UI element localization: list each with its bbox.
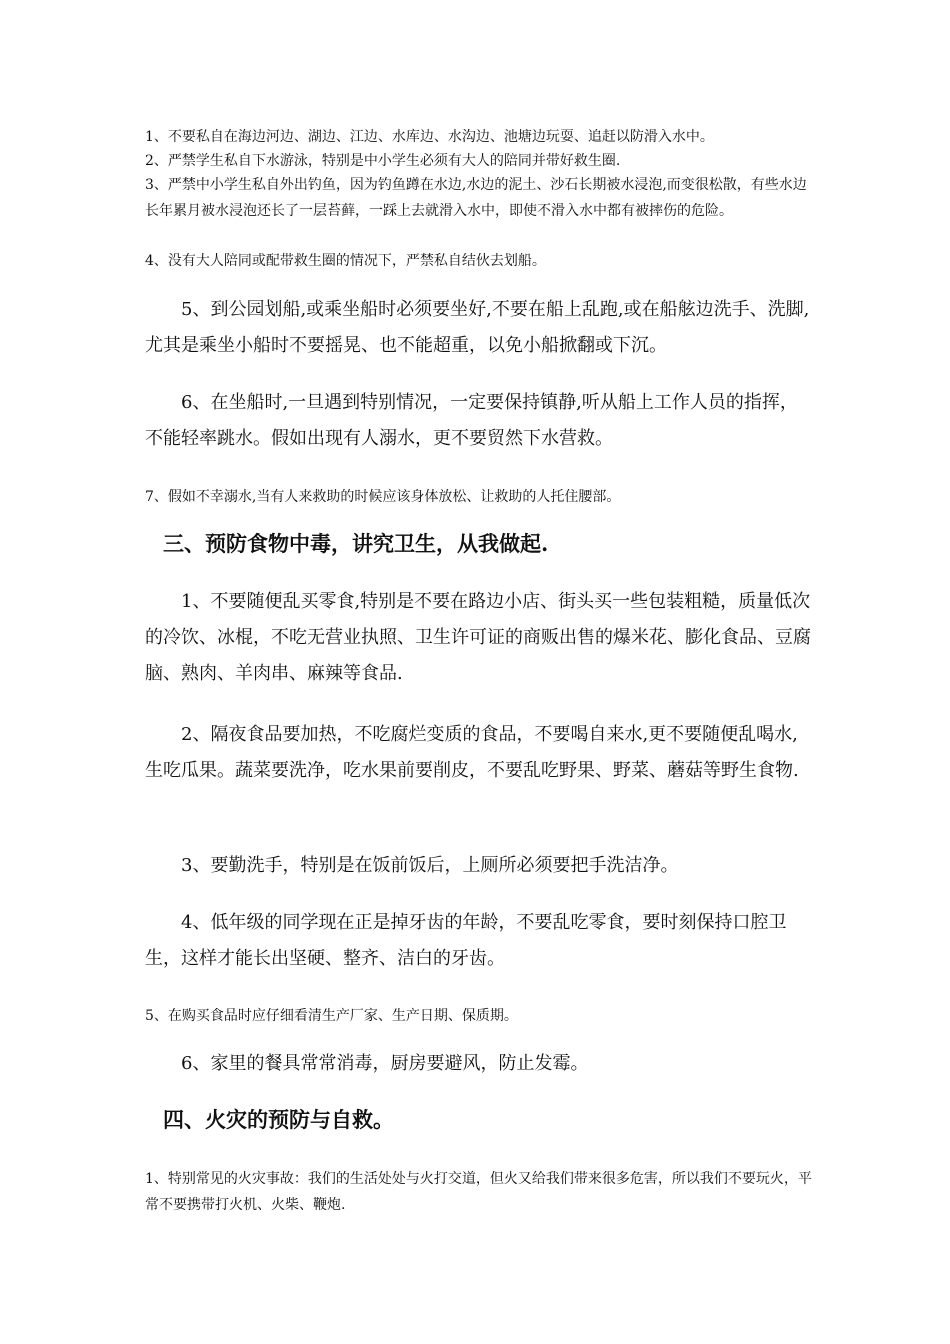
water-item-3: 3、严禁中小学生私自外出钓鱼，因为钓鱼蹲在水边,水边的泥土、沙石长期被水浸泡,而变很松散，有些水边长年累月被水浸泡还长了一层苔藓，一踩上去就滑入水中，即使不滑入水中都有被摔伤的危险。 (145, 177, 807, 219)
food-item-5: 5、在购买食品时应仔细看清生产厂家、生产日期、保质期。 (145, 1008, 518, 1024)
food-section-heading: 三、预防食物中毒，讲究卫生，从我做起. (163, 531, 549, 556)
water-item-2: 2、严禁学生私自下水游泳，特别是中小学生必须有大人的陪同并带好救生圈. (145, 153, 621, 169)
water-item-1: 1、不要私自在海边河边、湖边、江边、水库边、水沟边、池塘边玩耍、追赶以防滑入水中。 (145, 129, 714, 145)
food-item-3: 3、要勤洗手，特别是在饭前饭后，上厕所必须要把手洗洁净。 (181, 855, 679, 876)
food-item-1: 1、不要随便乱买零食,特别是不要在路边小店、街头买一些包装粗糙，质量低次的冷饮、冰棍，不吃无营业执照、卫生许可证的商贩出售的爆米花、膨化食品、豆腐脑、熟肉、羊肉串、麻辣等食品. (145, 591, 811, 684)
food-item-4: 4、低年级的同学现在正是掉牙齿的年龄，不要乱吃零食，要时刻保持口腔卫生，这样才能长出坚硬、整齐、洁白的牙齿。 (145, 912, 787, 969)
food-item-6: 6、家里的餐具常常消毒，厨房要避风，防止发霉。 (181, 1053, 589, 1074)
fire-item-1: 1、特别常见的火灾事故：我们的生活处处与火打交道，但火又给我们带来很多危害，所以我们不要玩火，平常不要携带打火机、火柴、鞭炮. (145, 1171, 812, 1213)
fire-section-heading: 四、火灾的预防与自救。 (163, 1107, 394, 1132)
water-item-6: 6、在坐船时,一旦遇到特别情况，一定要保持镇静,听从船上工作人员的指挥，不能轻率跳水。假如出现有人溺水，更不要贸然下水营救。 (145, 392, 798, 449)
water-item-7: 7、假如不幸溺水,当有人来救助的时候应该身体放松、让救助的人托住腰部。 (145, 489, 621, 505)
water-item-5: 5、到公园划船,或乘坐船时必须要坐好,不要在船上乱跑,或在船舷边洗手、洗脚,尤其是乘坐小船时不要摇晃、也不能超重，以免小船掀翻或下沉。 (145, 299, 810, 356)
food-item-2: 2、隔夜食品要加热，不吃腐烂变质的食品，不要喝自来水,更不要随便乱喝水,生吃瓜果。蔬菜要洗净，吃水果前要削皮，不要乱吃野果、野菜、蘑菇等野生食物. (145, 724, 799, 781)
water-item-4: 4、没有大人陪同或配带救生圈的情况下，严禁私自结伙去划船。 (145, 253, 546, 269)
